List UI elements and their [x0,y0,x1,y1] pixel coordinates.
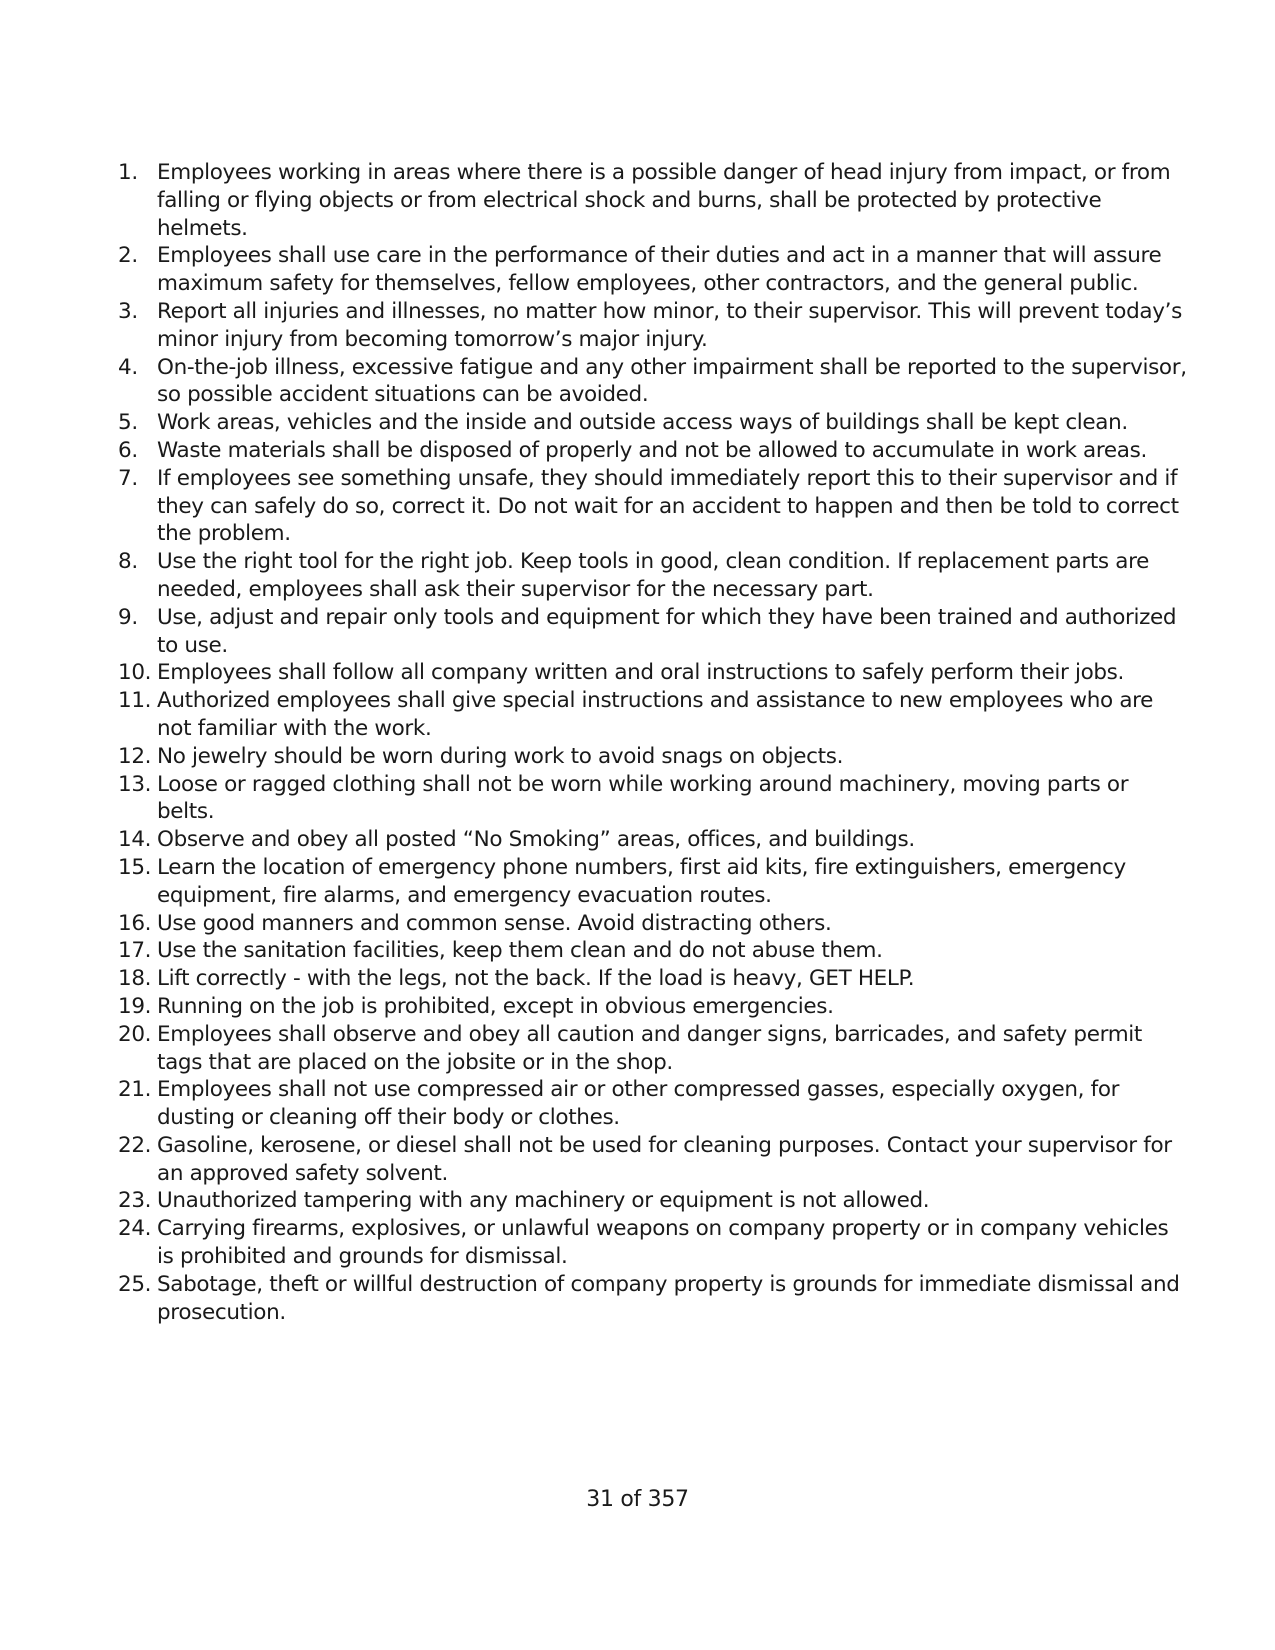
list-item-number: 17. [118,938,152,964]
list-item-number: 14. [118,827,152,853]
list-item-number: 8. [118,549,138,575]
list-item-number: 23. [118,1188,152,1214]
list-item-text: Loose or ragged clothing shall not be worn while working around machinery, moving parts or belts. [157,771,1129,825]
list-item-number: 18. [118,966,152,992]
list-item-text: Employees working in areas where there is a possible danger of head injury from impact, or from falling or flying objects or from electrical shock and burns, shall be protected by protective helmets. [157,160,1171,241]
list-item-text: Carrying firearms, explosives, or unlawful weapons on company property or in company vehicles is prohibited and grounds for dismissal. [157,1216,1169,1270]
list-item-number: 13. [118,771,152,797]
list-item [118,826,1188,854]
list-item [118,1271,1188,1327]
list-item-number: 6. [118,437,138,463]
list-item-number: 24. [118,1216,152,1242]
list-item-text: Employees shall use care in the performance of their duties and act in a manner that will assure maximum safety for themselves, fellow employees, other contractors, and the general public. [157,243,1162,297]
list-item [118,604,1188,660]
list-item [118,242,1188,298]
list-item [118,1187,1188,1215]
list-item [118,659,1188,687]
list-item [118,993,1188,1021]
list-item [118,743,1188,771]
list-item [118,1215,1188,1271]
list-item-text: If employees see something unsafe, they should immediately report this to their supervisor and if they can safely do so, correct it. Do not wait for an accident to happen and then be told to correct the problem. [157,465,1179,547]
list-item-text: Unauthorized tampering with any machinery or equipment is not allowed. [157,1188,930,1214]
list-item-text: Waste materials shall be disposed of properly and not be allowed to accumulate in work areas. [157,437,1147,463]
list-item-text: Use the right tool for the right job. Keep tools in good, clean condition. If replacement parts are needed, employees shall ask their supervisor for the necessary part. [157,549,1149,602]
list-item-number: 7. [118,465,138,491]
list-item-number: 21. [118,1077,152,1103]
list-item [118,465,1188,548]
list-item [118,437,1188,465]
list-item-text: Authorized employees shall give special instructions and assistance to new employees who are not familiar with the work. [157,688,1154,741]
list-item [118,965,1188,993]
list-item [118,854,1188,910]
list-item-text: Employees shall follow all company written and oral instructions to safely perform their jobs. [157,660,1125,686]
list-item-text: On-the-job illness, excessive fatigue and any other impairment shall be reported to the supervisor, so possible accident situations can be avoided. [157,354,1187,408]
list-item-text: No jewelry should be worn during work to avoid snags on objects. [157,743,844,769]
list-item-text: Learn the location of emergency phone numbers, first aid kits, fire extinguishers, emergency equipment, fire alarms, and emergency evacuation routes. [157,854,1126,908]
list-item [118,409,1188,437]
list-item [118,687,1188,743]
list-item-number: 12. [118,743,152,769]
list-item [118,548,1188,604]
list-item-number: 11. [118,688,152,714]
list-item-text: Observe and obey all posted “No Smoking” areas, offices, and buildings. [157,827,915,853]
list-item [118,1076,1188,1132]
list-item [118,1021,1188,1077]
list-item-number: 4. [118,354,138,380]
list-item-text: Use, adjust and repair only tools and equipment for which they have been trained and authorized to use. [157,604,1177,658]
list-item-text: Employees shall not use compressed air or other compressed gasses, especially oxygen, for dusting or cleaning off their body or clothes. [157,1077,1120,1131]
list-item-number: 19. [118,993,152,1019]
list-item-number: 16. [118,910,152,936]
safety-rules-list [118,159,1188,1326]
list-item-text: Report all injuries and illnesses, no matter how minor, to their supervisor. This will prevent today’s minor injury from becoming tomorrow’s major injury. [157,298,1182,352]
list-item-text: Use good manners and common sense. Avoid distracting others. [157,910,832,936]
list-item [118,771,1188,827]
list-item-text: Running on the job is prohibited, except in obvious emergencies. [157,993,834,1019]
list-item-number: 15. [118,854,152,880]
page-number: 31 of 357 [586,1487,689,1512]
list-item-number: 3. [118,298,138,324]
list-item-text: Employees shall observe and obey all caution and danger signs, barricades, and safety permit tags that are placed on the jobsite or in the shop. [157,1021,1142,1075]
list-item-text: Lift correctly - with the legs, not the back. If the load is heavy, GET HELP. [157,966,915,992]
list-item [118,1132,1188,1188]
list-item-number: 25. [118,1271,152,1297]
list-item [118,354,1188,410]
list-item-text: Work areas, vehicles and the inside and outside access ways of buildings shall be kept clean. [157,410,1128,436]
list-item-number: 20. [118,1021,152,1047]
list-item-text: Gasoline, kerosene, or diesel shall not be used for cleaning purposes. Contact your supervisor for an approved safety solvent. [157,1132,1172,1186]
list-item-text: Sabotage, theft or willful destruction of company property is grounds for immediate dismissal and prosecution. [157,1271,1180,1325]
list-item-number: 10. [118,660,152,686]
list-item-number: 2. [118,243,138,269]
list-item-number: 1. [118,160,138,185]
list-item [118,159,1188,242]
list-item-number: 22. [118,1132,152,1158]
list-item-number: 5. [118,410,138,436]
list-item-number: 9. [118,604,138,630]
list-item [118,910,1188,938]
list-item [118,298,1188,354]
list-item-text: Use the sanitation facilities, keep them clean and do not abuse them. [157,938,883,964]
list-item [118,937,1188,965]
